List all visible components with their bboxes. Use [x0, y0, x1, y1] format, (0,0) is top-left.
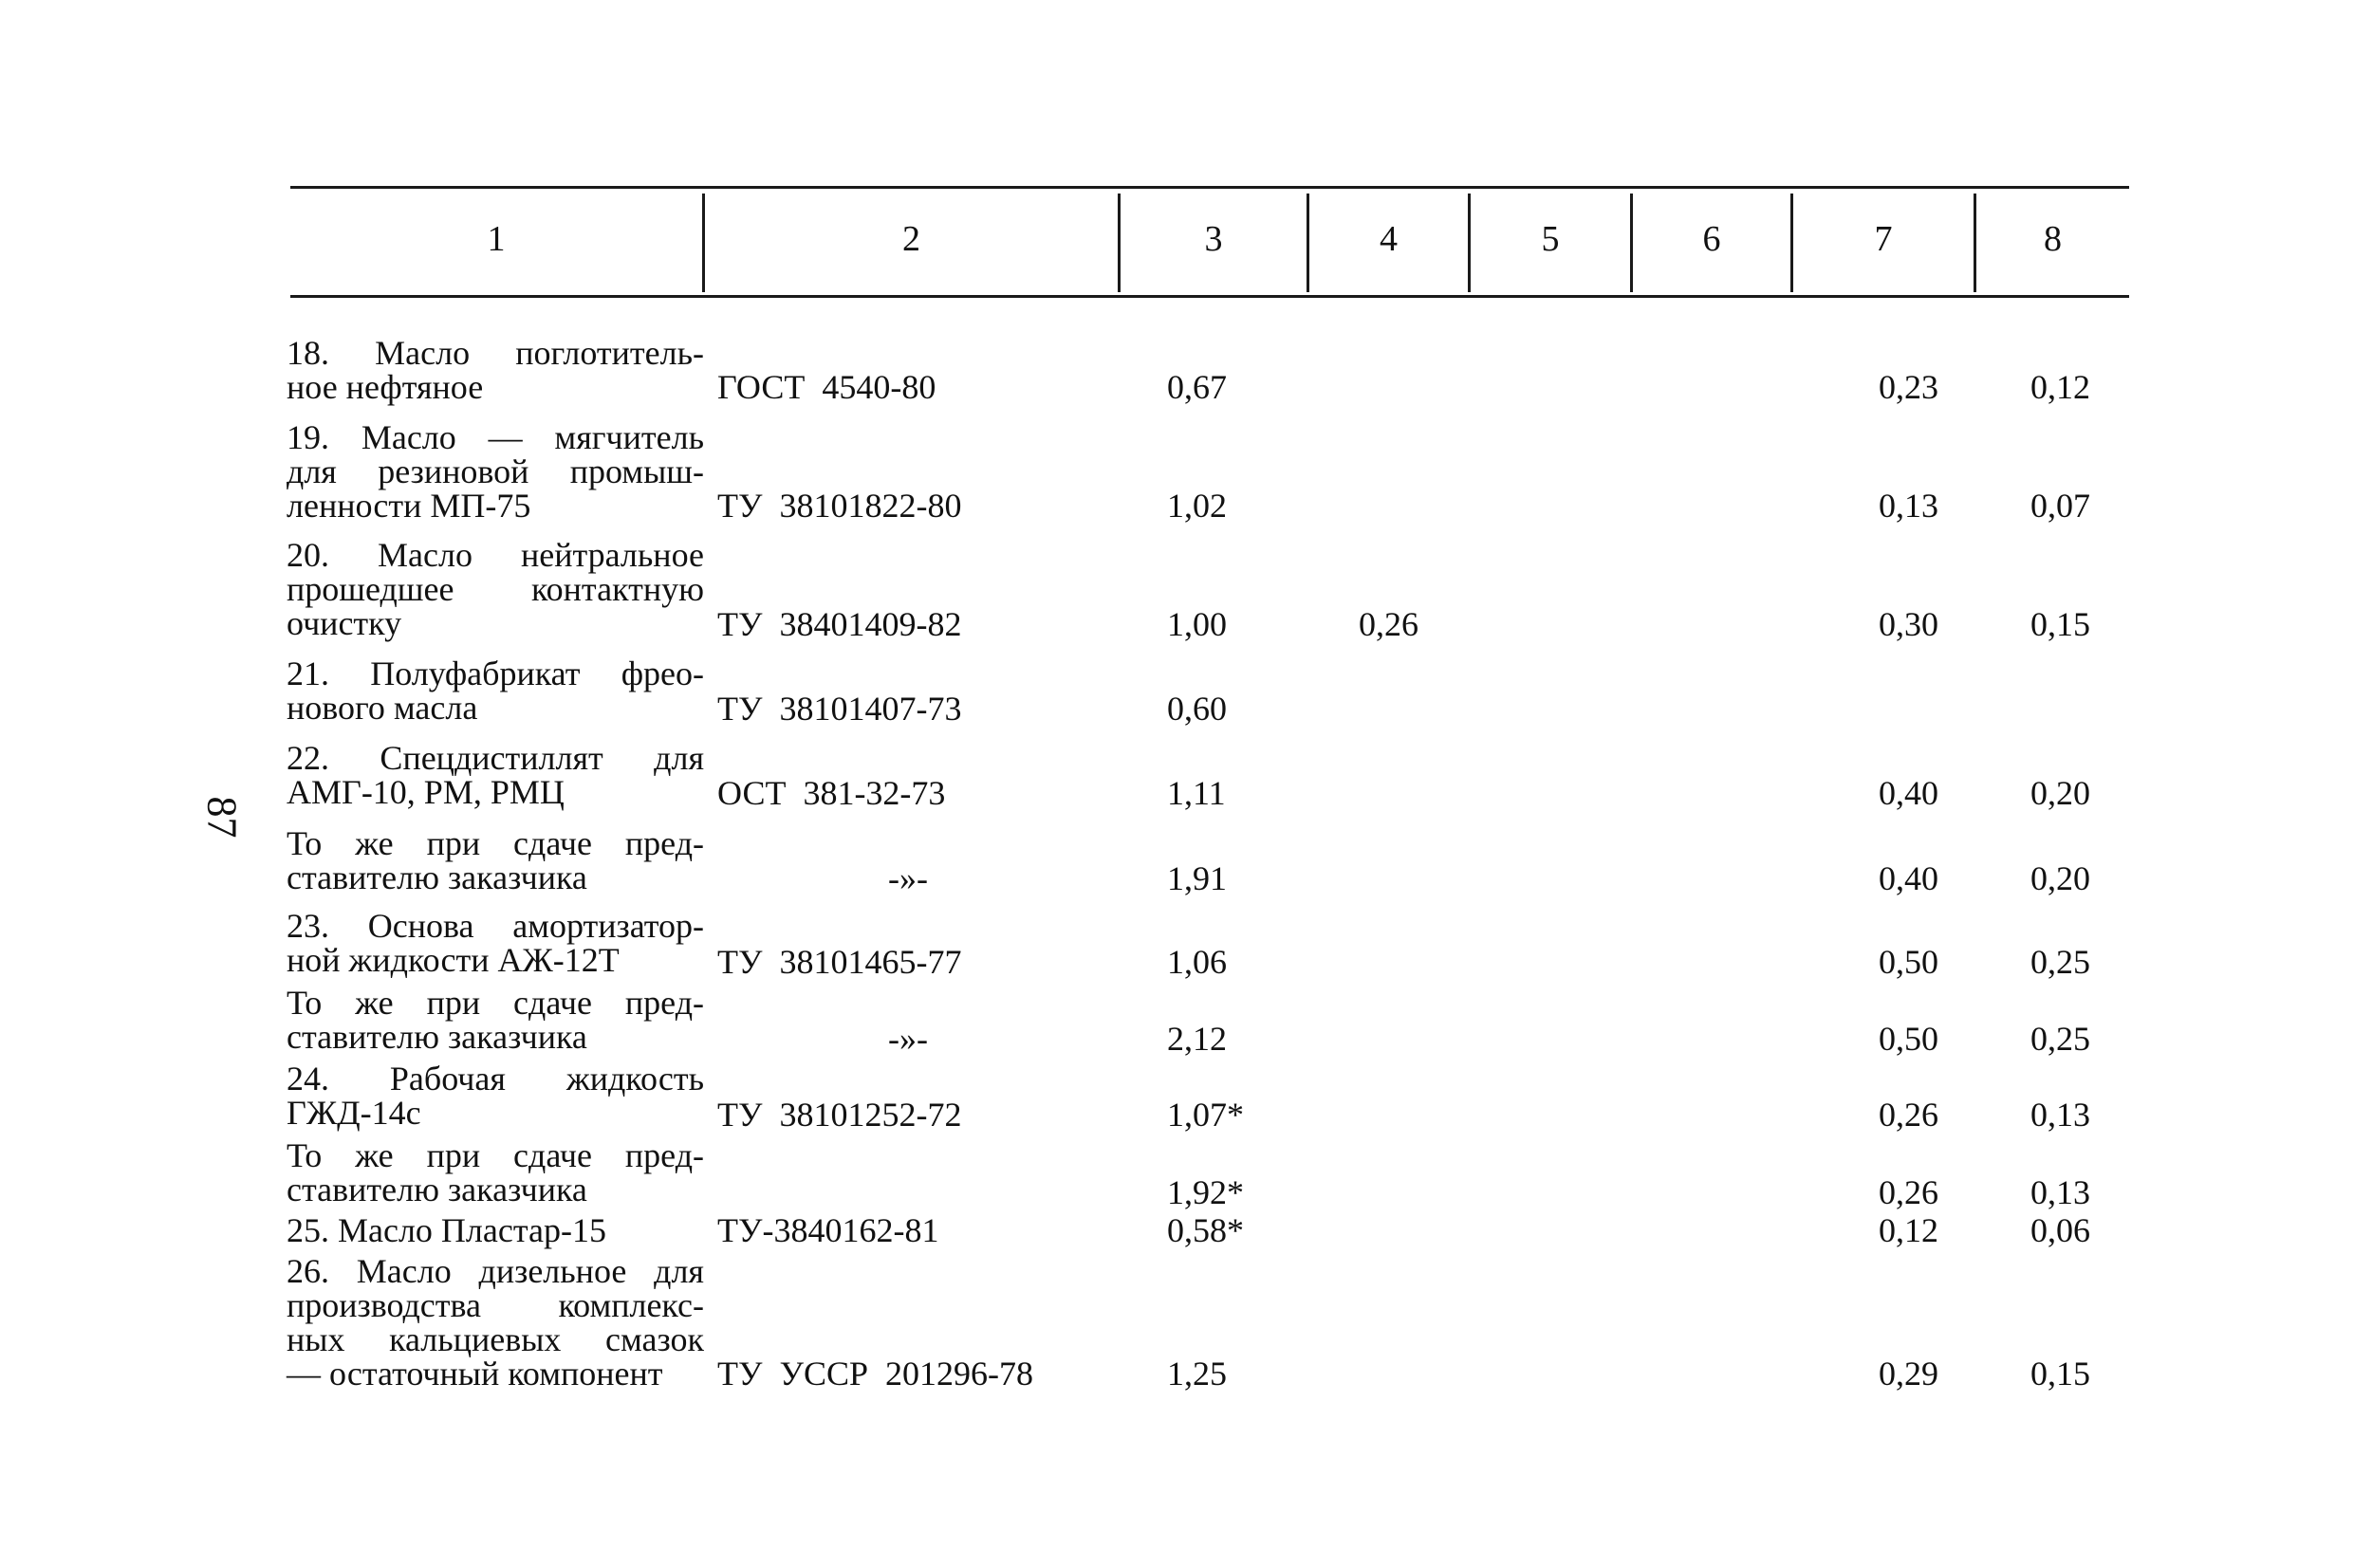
value-col-7: 0,13 — [1879, 487, 1938, 525]
name-line: 22. Спецдистиллят для — [287, 739, 704, 777]
value-col-7: 0,12 — [1879, 1211, 1938, 1249]
value-col-8: 0,20 — [2030, 859, 2090, 897]
name-line: То же при сдаче пред- — [287, 984, 704, 1022]
table-row-name — [287, 538, 704, 640]
value-col-3: 1,06 — [1167, 943, 1227, 981]
name-line: ГЖД-14с — [287, 1094, 421, 1132]
name-line: 19. Масло — мягчитель — [287, 418, 704, 456]
document-code: -»- — [888, 1020, 928, 1058]
value-col-7: 0,26 — [1879, 1096, 1938, 1134]
value-col-8: 0,20 — [2030, 774, 2090, 812]
column-header-1: 1 — [487, 219, 506, 259]
value-col-4: 0,26 — [1359, 605, 1418, 643]
name-line: нового масла — [287, 689, 478, 727]
value-col-8: 0,13 — [2030, 1096, 2090, 1134]
value-col-7: 0,50 — [1879, 943, 1938, 981]
table-row-name — [287, 336, 704, 404]
value-col-7: 0,23 — [1879, 368, 1938, 406]
name-line: ных кальциевых смазок — [287, 1320, 704, 1358]
column-header-5: 5 — [1541, 219, 1560, 259]
value-col-8: 0,07 — [2030, 487, 2090, 525]
value-col-7: 0,30 — [1879, 605, 1938, 643]
name-line: ставителю заказчика — [287, 1018, 587, 1056]
table-row-name — [287, 1138, 704, 1207]
value-col-8: 0,15 — [2030, 605, 2090, 643]
value-col-8: 0,12 — [2030, 368, 2090, 406]
value-col-3: 0,67 — [1167, 368, 1227, 406]
name-line: То же при сдаче пред- — [287, 1136, 704, 1174]
document-code: -»- — [888, 859, 928, 897]
table-row-name — [287, 826, 704, 895]
name-line: ставителю заказчика — [287, 858, 587, 896]
name-line: 18. Масло поглотитель- — [287, 334, 704, 372]
document-code: ОСТ 381-32-73 — [717, 774, 946, 812]
document-code: ТУ 38101822-80 — [717, 487, 962, 525]
name-line: — остаточный компонент — [287, 1355, 663, 1393]
value-col-3: 2,12 — [1167, 1020, 1227, 1058]
value-col-8: 0,25 — [2030, 943, 2090, 981]
value-col-7: 0,40 — [1879, 859, 1938, 897]
value-col-3: 1,25 — [1167, 1355, 1227, 1393]
table-row-name — [287, 986, 704, 1054]
name-line: ставителю заказчика — [287, 1171, 587, 1208]
document-code: ТУ 38101252-72 — [717, 1096, 962, 1134]
value-col-3: 0,58* — [1167, 1211, 1244, 1249]
value-col-3: 1,00 — [1167, 605, 1227, 643]
name-line: производства комплекс- — [287, 1286, 704, 1324]
value-col-3: 1,07* — [1167, 1096, 1244, 1134]
value-col-7: 0,26 — [1879, 1173, 1938, 1211]
document-code: ТУ 38401409-82 — [717, 605, 962, 643]
value-col-7: 0,40 — [1879, 774, 1938, 812]
value-col-8: 0,25 — [2030, 1020, 2090, 1058]
name-line: 20. Масло нейтральное — [287, 536, 704, 574]
value-col-7: 0,29 — [1879, 1355, 1938, 1393]
name-line: 23. Основа амортизатор- — [287, 907, 704, 945]
name-line: АМГ-10, РМ, РМЦ — [287, 773, 565, 811]
name-line: 26. Масло дизельное для — [287, 1252, 704, 1290]
value-col-8: 0,13 — [2030, 1173, 2090, 1211]
name-line: прошедшее контактную — [287, 570, 704, 608]
value-col-8: 0,15 — [2030, 1355, 2090, 1393]
column-header-6: 6 — [1702, 219, 1721, 259]
table-row-name — [287, 656, 704, 725]
name-line: ное нефтяное — [287, 368, 484, 406]
name-line: ленности МП-75 — [287, 487, 531, 525]
value-col-8: 0,06 — [2030, 1211, 2090, 1249]
table-row-name — [287, 741, 704, 809]
name-line: для резиновой промыш- — [287, 452, 704, 490]
document-code: ТУ 38101407-73 — [717, 690, 962, 728]
table-row-name — [287, 1213, 704, 1247]
value-col-3: 0,60 — [1167, 690, 1227, 728]
column-header-8: 8 — [2044, 219, 2062, 259]
table-row-name — [287, 909, 704, 977]
name-line: очистку — [287, 604, 402, 642]
name-line: 21. Полуфабрикат фрео- — [287, 655, 704, 692]
table-top-rule — [290, 186, 2129, 189]
name-line: То же при сдаче пред- — [287, 824, 704, 862]
name-line: ной жидкости АЖ-12Т — [287, 941, 620, 979]
table-row-name — [287, 1061, 704, 1130]
value-col-7: 0,50 — [1879, 1020, 1938, 1058]
table-header-bottom-rule — [290, 295, 2129, 298]
document-code: ТУ-3840162-81 — [717, 1211, 939, 1249]
value-col-3: 1,91 — [1167, 859, 1227, 897]
column-header-2: 2 — [902, 219, 920, 259]
column-header-4: 4 — [1380, 219, 1398, 259]
value-col-3: 1,92* — [1167, 1173, 1244, 1211]
name-line: 25. Масло Пластар-15 — [287, 1211, 606, 1249]
table-row-name — [287, 1254, 704, 1391]
value-col-3: 1,11 — [1167, 774, 1226, 812]
value-col-3: 1,02 — [1167, 487, 1227, 525]
page-number: 87 — [198, 796, 246, 839]
document-code: ТУ 38101465-77 — [717, 943, 962, 981]
name-line: 24. Рабочая жидкость — [287, 1060, 704, 1098]
document-code: ТУ УССР 201296-78 — [717, 1355, 1033, 1393]
document-code: ГОСТ 4540-80 — [717, 368, 936, 406]
column-header-3: 3 — [1204, 219, 1223, 259]
table-row-name — [287, 420, 704, 523]
column-header-7: 7 — [1874, 219, 1893, 259]
